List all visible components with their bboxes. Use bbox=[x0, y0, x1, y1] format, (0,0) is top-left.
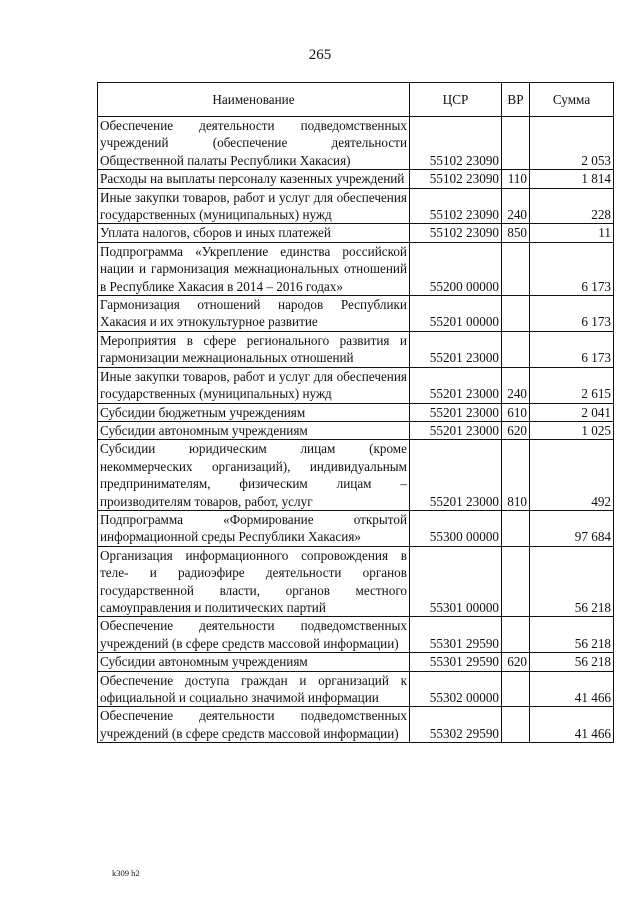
cell-vr bbox=[502, 617, 530, 653]
cell-csr: 55301 00000 bbox=[410, 546, 502, 617]
cell-vr bbox=[502, 707, 530, 743]
cell-vr: 240 bbox=[502, 188, 530, 224]
cell-name: Обеспечение доступа граждан и организаций к официальной и социально значимой информации bbox=[98, 671, 410, 707]
table-row bbox=[98, 224, 614, 242]
table-row bbox=[98, 170, 614, 188]
cell-sum: 41 466 bbox=[530, 671, 614, 707]
table-row bbox=[98, 296, 614, 332]
table-row bbox=[98, 546, 614, 617]
cell-name: Мероприятия в сфере регионального развития и гармонизации межнациональных отношений bbox=[98, 331, 410, 367]
cell-csr: 55300 00000 bbox=[410, 510, 502, 546]
cell-name: Обеспечение деятельности подведомственных учреждений (в сфере средств массовой информации) bbox=[98, 617, 410, 653]
cell-sum: 1 814 bbox=[530, 170, 614, 188]
table-row bbox=[98, 671, 614, 707]
cell-vr bbox=[502, 671, 530, 707]
table-body bbox=[98, 117, 614, 743]
cell-csr: 55201 23000 bbox=[410, 331, 502, 367]
table-row bbox=[98, 117, 614, 170]
cell-name: Подпрограмма «Укрепление единства российской нации и гармонизация межнациональных отношений в Республике Хакасия в 2014 – 2016 годах» bbox=[98, 242, 410, 295]
cell-csr: 55201 23000 bbox=[410, 367, 502, 403]
cell-name: Уплата налогов, сборов и иных платежей bbox=[98, 224, 410, 242]
cell-sum: 41 466 bbox=[530, 707, 614, 743]
cell-vr bbox=[502, 296, 530, 332]
cell-vr bbox=[502, 546, 530, 617]
table-row bbox=[98, 188, 614, 224]
cell-sum: 2 041 bbox=[530, 403, 614, 421]
cell-vr bbox=[502, 510, 530, 546]
table-header-row bbox=[98, 83, 614, 117]
cell-vr: 110 bbox=[502, 170, 530, 188]
cell-name: Субсидии автономным учреждениям bbox=[98, 421, 410, 439]
header-sum: Сумма bbox=[530, 83, 614, 117]
table-row bbox=[98, 707, 614, 743]
budget-table bbox=[97, 82, 614, 743]
cell-vr: 850 bbox=[502, 224, 530, 242]
cell-sum: 1 025 bbox=[530, 421, 614, 439]
table-row bbox=[98, 242, 614, 295]
cell-name: Субсидии юридическим лицам (кроме некоммерческих организаций), индивидуальным предпринимателям, физическим лицам – производителям товаров, работ, услуг bbox=[98, 440, 410, 511]
cell-sum: 56 218 bbox=[530, 617, 614, 653]
cell-sum: 6 173 bbox=[530, 331, 614, 367]
cell-csr: 55302 00000 bbox=[410, 671, 502, 707]
cell-csr: 55302 29590 bbox=[410, 707, 502, 743]
cell-name: Субсидии бюджетным учреждениям bbox=[98, 403, 410, 421]
cell-vr bbox=[502, 331, 530, 367]
cell-sum: 6 173 bbox=[530, 296, 614, 332]
cell-name: Субсидии автономным учреждениям bbox=[98, 653, 410, 671]
table-row bbox=[98, 510, 614, 546]
cell-vr bbox=[502, 117, 530, 170]
cell-sum: 2 053 bbox=[530, 117, 614, 170]
cell-vr: 810 bbox=[502, 440, 530, 511]
cell-csr: 55102 23090 bbox=[410, 170, 502, 188]
header-csr: ЦСР bbox=[410, 83, 502, 117]
cell-vr: 620 bbox=[502, 421, 530, 439]
table-row bbox=[98, 440, 614, 511]
cell-csr: 55201 00000 bbox=[410, 296, 502, 332]
cell-vr: 620 bbox=[502, 653, 530, 671]
cell-sum: 228 bbox=[530, 188, 614, 224]
cell-sum: 56 218 bbox=[530, 546, 614, 617]
cell-csr: 55102 23090 bbox=[410, 224, 502, 242]
cell-csr: 55201 23000 bbox=[410, 421, 502, 439]
page-number: 265 bbox=[308, 47, 332, 63]
cell-sum: 56 218 bbox=[530, 653, 614, 671]
table-row bbox=[98, 403, 614, 421]
cell-name: Гармонизация отношений народов Республики Хакасия и их этнокультурное развитие bbox=[98, 296, 410, 332]
cell-csr: 55301 29590 bbox=[410, 617, 502, 653]
cell-csr: 55102 23090 bbox=[410, 117, 502, 170]
cell-sum: 11 bbox=[530, 224, 614, 242]
cell-vr bbox=[502, 242, 530, 295]
cell-vr: 240 bbox=[502, 367, 530, 403]
table-row bbox=[98, 367, 614, 403]
cell-name: Обеспечение деятельности подведомственных учреждений (обеспечение деятельности Общественной палаты Республики Хакасия) bbox=[98, 117, 410, 170]
cell-name: Подпрограмма «Формирование открытой информационной среды Республики Хакасия» bbox=[98, 510, 410, 546]
header-vr: ВР bbox=[502, 83, 530, 117]
cell-csr: 55201 23000 bbox=[410, 403, 502, 421]
cell-vr: 610 bbox=[502, 403, 530, 421]
cell-name: Иные закупки товаров, работ и услуг для обеспечения государственных (муниципальных) нужд bbox=[98, 188, 410, 224]
table-row bbox=[98, 421, 614, 439]
cell-csr: 55102 23090 bbox=[410, 188, 502, 224]
cell-sum: 97 684 bbox=[530, 510, 614, 546]
cell-csr: 55201 23000 bbox=[410, 440, 502, 511]
cell-sum: 6 173 bbox=[530, 242, 614, 295]
table-row bbox=[98, 653, 614, 671]
cell-sum: 492 bbox=[530, 440, 614, 511]
table-row bbox=[98, 331, 614, 367]
cell-name: Иные закупки товаров, работ и услуг для обеспечения государственных (муниципальных) нужд bbox=[98, 367, 410, 403]
table-row bbox=[98, 617, 614, 653]
cell-csr: 55200 00000 bbox=[410, 242, 502, 295]
cell-name: Организация информационного сопровождения в теле- и радиоэфире деятельности органов государственной власти, органов местного самоуправления и политических партий bbox=[98, 546, 410, 617]
cell-csr: 55301 29590 bbox=[410, 653, 502, 671]
footer-code: k309 h2 bbox=[112, 868, 140, 878]
cell-sum: 2 615 bbox=[530, 367, 614, 403]
cell-name: Расходы на выплаты персоналу казенных учреждений bbox=[98, 170, 410, 188]
header-name: Наименование bbox=[98, 83, 410, 117]
cell-name: Обеспечение деятельности подведомственных учреждений (в сфере средств массовой информации) bbox=[98, 707, 410, 743]
